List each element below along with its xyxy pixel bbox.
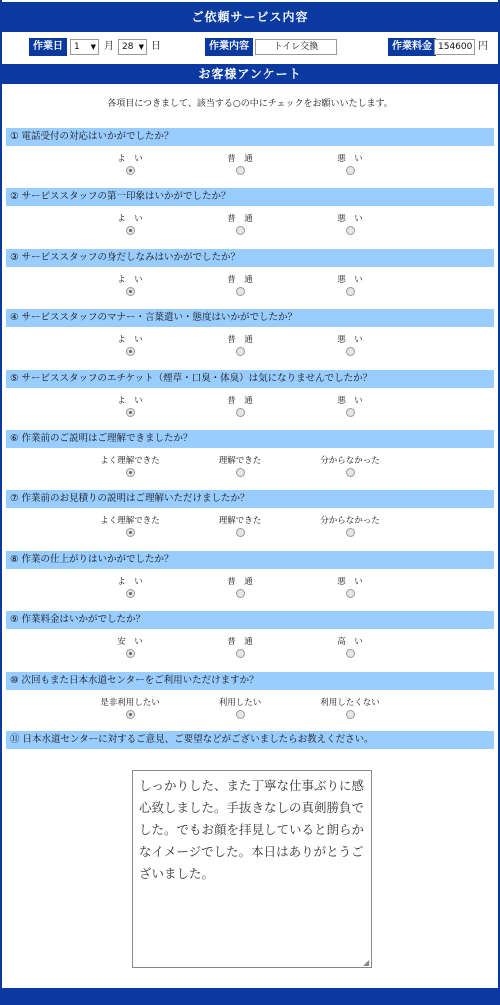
option-label: 普 通 [227,154,253,164]
radio-option[interactable] [295,515,405,540]
work-fee-label: 作業料金 [388,38,436,56]
radio-button[interactable] [236,649,245,658]
option-label: 普 通 [227,637,253,647]
question-11: ⑪ 日本水道センターに対するご意見、ご要望などがございましたらお教えください。 [6,731,494,749]
option-label: 悪 い [337,577,363,587]
radio-button[interactable] [236,468,245,477]
radio-button[interactable] [236,347,245,356]
radio-option[interactable] [75,213,185,238]
radio-option[interactable] [295,576,405,601]
question-6: ⑥ 作業前のご説明はご理解できましたか？ [6,430,494,448]
option-label: 利用したくない [320,698,380,708]
option-label: 分からなかった [320,456,380,466]
question-4: ④ サービススタッフのマナー・言葉遣い・態度はいかがでしたか？ [6,309,494,327]
chevron-down-icon: ▼ [138,43,144,51]
radio-button[interactable] [126,710,135,719]
radio-button[interactable] [346,166,355,175]
question-7: ⑦ 作業前のお見積りの説明はご理解いただけましたか？ [6,490,494,508]
radio-button[interactable] [126,226,135,235]
question-2: ② サービススタッフの第一印象はいかがでしたか？ [6,188,494,206]
radio-button[interactable] [236,287,245,296]
option-label: 理解できた [218,456,262,466]
option-label: よ い [117,396,143,406]
option-label: よ い [117,275,143,285]
question-1: ① 電話受付の対応はいかがでしたか？ [6,128,494,146]
radio-option[interactable] [185,697,295,722]
radio-option[interactable] [295,636,405,661]
option-label: 悪 い [337,154,363,164]
work-content-label: 作業内容 [205,38,253,56]
service-section-title: ご依頼サービス内容 [2,2,498,32]
radio-option[interactable] [295,455,405,480]
radio-button[interactable] [126,166,135,175]
day-suffix: 日 [151,41,161,52]
survey-section-title: お客様アンケート [2,64,498,84]
radio-option[interactable] [185,334,295,359]
work-content-field[interactable]: トイレ交換 [255,39,337,55]
option-label: 普 通 [227,335,253,345]
radio-option[interactable] [185,636,295,661]
question-10: ⑩ 次回もまた日本水道センターをご利用いただけますか？ [6,672,494,690]
radio-button[interactable] [236,408,245,417]
radio-option[interactable] [75,274,185,299]
radio-option[interactable] [185,515,295,540]
footer-bar [2,988,498,1005]
option-label: よ い [117,335,143,345]
radio-button[interactable] [346,347,355,356]
day-select[interactable] [118,39,147,55]
radio-button[interactable] [346,589,355,598]
radio-option[interactable] [75,455,185,480]
question-5: ⑤ サービススタッフのエチケット（煙草・口臭・体臭）は気になりませんでしたか？ [6,370,494,388]
radio-option[interactable] [185,395,295,420]
radio-button[interactable] [346,287,355,296]
radio-option[interactable] [295,274,405,299]
radio-option[interactable] [75,636,185,661]
radio-button[interactable] [236,710,245,719]
radio-button[interactable] [346,649,355,658]
radio-button[interactable] [236,166,245,175]
radio-button[interactable] [236,528,245,537]
radio-button[interactable] [126,468,135,477]
radio-option[interactable] [295,153,405,178]
radio-option[interactable] [295,697,405,722]
radio-option[interactable] [295,334,405,359]
radio-option[interactable] [75,395,185,420]
month-suffix: 月 [104,41,114,52]
month-select[interactable] [70,39,99,55]
option-label: よ い [117,154,143,164]
radio-button[interactable] [346,408,355,417]
radio-button[interactable] [126,408,135,417]
option-label: 是非利用したい [100,698,160,708]
option-label: よ い [117,214,143,224]
radio-button[interactable] [346,528,355,537]
option-label: よ い [117,577,143,587]
option-label: 安 い [117,637,143,647]
option-label: 悪 い [337,214,363,224]
radio-option[interactable] [295,213,405,238]
radio-button[interactable] [126,347,135,356]
comment-textarea[interactable]: しっかりした、また丁寧な仕事ぶりに感心致しました。手抜きなしの真剣勝負でした。でもお顔を拝見していると朗らかなイメージでした。本日はありがとうございました。 [132,770,372,968]
radio-button[interactable] [126,528,135,537]
option-label: 利用したい [218,698,262,708]
radio-option[interactable] [75,576,185,601]
chevron-down-icon: ▼ [90,43,96,51]
option-label: 理解できた [218,516,262,526]
resize-handle-icon[interactable]: ◢ [363,958,370,967]
radio-button[interactable] [126,287,135,296]
radio-button[interactable] [236,226,245,235]
day-value: 28 [122,42,134,52]
radio-option[interactable] [75,153,185,178]
radio-option[interactable] [185,576,295,601]
radio-button[interactable] [346,710,355,719]
question-9: ⑨ 作業料金はいかがでしたか？ [6,611,494,629]
option-label: 悪 い [337,335,363,345]
option-label: 悪 い [337,275,363,285]
question-8: ⑧ 作業の仕上がりはいかがでしたか？ [6,551,494,569]
radio-option[interactable] [185,455,295,480]
radio-option[interactable] [185,213,295,238]
radio-option[interactable] [75,697,185,722]
option-label: 普 通 [227,396,253,406]
option-label: 普 通 [227,577,253,587]
radio-option[interactable] [185,274,295,299]
radio-button[interactable] [346,468,355,477]
radio-option[interactable] [75,515,185,540]
option-label: 高 い [337,637,363,647]
option-label: よく理解できた [100,516,160,526]
radio-button[interactable] [346,226,355,235]
option-label: 普 通 [227,214,253,224]
option-label: 悪 い [337,396,363,406]
month-value: 1 [74,42,80,52]
radio-button[interactable] [236,589,245,598]
option-label: 分からなかった [320,516,380,526]
work-date-label: 作業日 [29,38,67,56]
radio-button[interactable] [126,649,135,658]
survey-instructions: 各項目につきまして、該当する○の中にチェックをお願いいたします。 [107,99,393,109]
radio-option[interactable] [75,334,185,359]
radio-button[interactable] [126,589,135,598]
option-label: 普 通 [227,275,253,285]
radio-option[interactable] [185,153,295,178]
radio-option[interactable] [295,395,405,420]
work-fee-field[interactable]: 154600 [434,39,475,55]
option-label: よく理解できた [100,456,160,466]
question-3: ③ サービススタッフの身だしなみはいかがでしたか？ [6,249,494,267]
service-details-row [2,34,498,60]
fee-suffix: 円 [478,41,488,52]
